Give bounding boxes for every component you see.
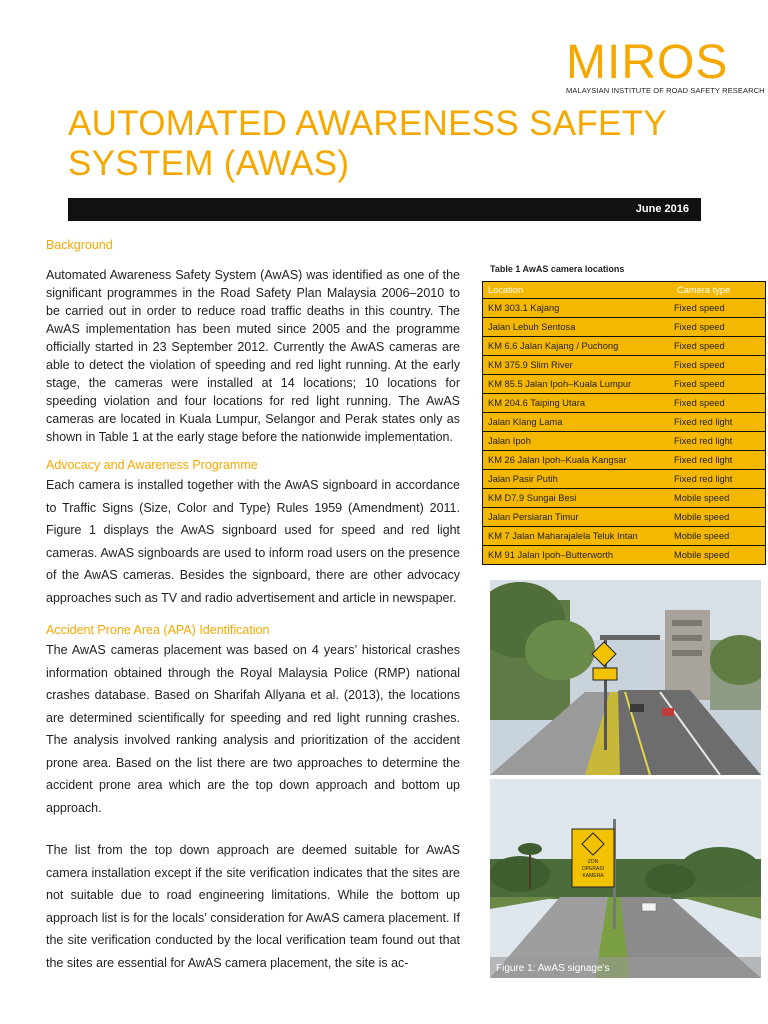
logo-wordmark: MIROS [566,36,729,89]
document-title: AUTOMATED AWARENESS SAFETY SYSTEM (AWAS) [68,104,667,183]
section-heading-advocacy: Advocacy and Awareness Programme [46,458,258,472]
location-cell: KM D7.9 Sungai Besi [483,489,673,508]
miros-logo [566,36,766,95]
camera-type-cell: Fixed red light [672,451,766,470]
camera-type-cell: Fixed speed [672,356,766,375]
table-row [483,375,766,394]
location-cell: KM 375.9 Slim River [483,356,673,375]
advocacy-paragraph: Each camera is installed together with the AwAS signboard in accordance to Traffic Signs (Size, Color and Type) Rules 1959 (Amendment) 2011. Figure 1 displays the AwAS signboard used for speed and red light cameras. AwAS signboards are used to inform road users on the presence of the AwAS cameras. Besides the signboard, there are other advocacy approaches such as TV and radio advertisement and article in newspaper. [46,478,460,605]
location-cell: Jalan Ipoh [483,432,673,451]
sign-text-line-2: OPERASI [581,866,605,872]
table-header-row [483,282,766,299]
location-cell: KM 6.6 Jalan Kajang / Puchong [483,337,673,356]
location-cell: KM 303.1 Kajang [483,299,673,318]
column-header-camera-type: Camera type [672,282,766,299]
table-row [483,432,766,451]
camera-locations-table [482,281,766,565]
camera-type-cell: Fixed red light [672,470,766,489]
urban-road-scene [490,580,761,775]
location-cell: KM 204.6 Taiping Utara [483,394,673,413]
figure-caption: Figure 1: AwAS signage’s [496,963,610,974]
table-row [483,356,766,375]
camera-type-cell: Fixed speed [672,394,766,413]
camera-type-cell: Fixed speed [672,299,766,318]
table-row [483,546,766,565]
location-cell: Jalan Persiaran Timur [483,508,673,527]
location-cell: Jalan Lebuh Sentosa [483,318,673,337]
camera-type-cell: Mobile speed [672,527,766,546]
camera-type-cell: Fixed red light [672,413,766,432]
location-cell: KM 26 Jalan Ipoh–Kuala Kangsar [483,451,673,470]
table-row [483,470,766,489]
apa-paragraph-1: The AwAS cameras placement was based on 4 years’ historical crashes information obtained through the Royal Malaysia Police (RMP) national crashes database. Based on Sharifah Allyana et al. (2013), the locations are determined scientifically for speeding and red light running crashes. The analysis involved ranking analysis and prioritization of the accident prone area. Based on the list there are two approaches to determine the accident prone area which are the top down approach and bottom up approach. [46,643,460,815]
table-row [483,299,766,318]
section-heading-background: Background [46,238,113,252]
location-cell: Jalan Pasir Putih [483,470,673,489]
camera-type-cell: Mobile speed [672,508,766,527]
camera-type-cell: Fixed speed [672,318,766,337]
table-caption: Table 1 AwAS camera locations [490,264,625,274]
location-cell: KM 85.5 Jalan Ipoh–Kuala Lumpur [483,375,673,394]
column-header-location: Location [483,282,673,299]
signage-photo-highway [490,779,761,978]
camera-type-cell: Fixed speed [672,375,766,394]
section-heading-apa: Accident Prone Area (APA) Identification [46,623,270,637]
background-paragraph: Automated Awareness Safety System (AwAS) was identified as one of the significant programmes in the Road Safety Plan Malaysia 2006–2010 to be carried out in order to reduce road traffic deaths in this country. The AwAS implementation has been muted since 2005 and the programme officially started in 23 September 2012. Currently the AwAS cameras are able to detect the violation of speeding and red light running. At the early stage, the cameras were installed at 14 locations; 10 locations for speeding violation and four locations for red light running. The AwAS cameras are located in Kuala Lumpur, Selangor and Perak states only as shown in Table 1 at the early stage before the nationwide implementation. [46,268,460,444]
sign-text-line-3: KAMERA [582,873,604,879]
table-row [483,318,766,337]
location-cell: KM 7 Jalan Maharajalela Teluk Intan [483,527,673,546]
location-cell: Jalan Klang Lama [483,413,673,432]
apa-paragraph-2: The list from the top down approach are deemed suitable for AwAS camera installation except if the site verification indicates that the sites are not suitable due to road engineering limitations. While the bottom up approach list is for the locals’ consideration for AwAS camera placement. If the site verification conducted by the local verification team found out that the sites are essential for AwAS camera placement, the site is ac- [46,843,460,970]
body-column [46,236,460,974]
table-row [483,489,766,508]
camera-type-cell: Mobile speed [672,489,766,508]
location-cell: KM 91 Jalan Ipoh–Butterworth [483,546,673,565]
table-row [483,413,766,432]
table-row [483,337,766,356]
date-bar [68,198,701,221]
sign-text-line-1: ZON [587,859,599,865]
table-row [483,394,766,413]
table-row [483,508,766,527]
logo-subtitle: MALAYSIAN INSTITUTE OF ROAD SAFETY RESEARCH [566,86,765,95]
camera-type-cell: Fixed speed [672,337,766,356]
table-row [483,451,766,470]
camera-type-cell: Mobile speed [672,546,766,565]
highway-road-scene [490,779,761,978]
signage-photo-urban [490,580,761,775]
table-row [483,527,766,546]
publication-date: June 2016 [635,203,689,215]
camera-type-cell: Fixed red light [672,432,766,451]
